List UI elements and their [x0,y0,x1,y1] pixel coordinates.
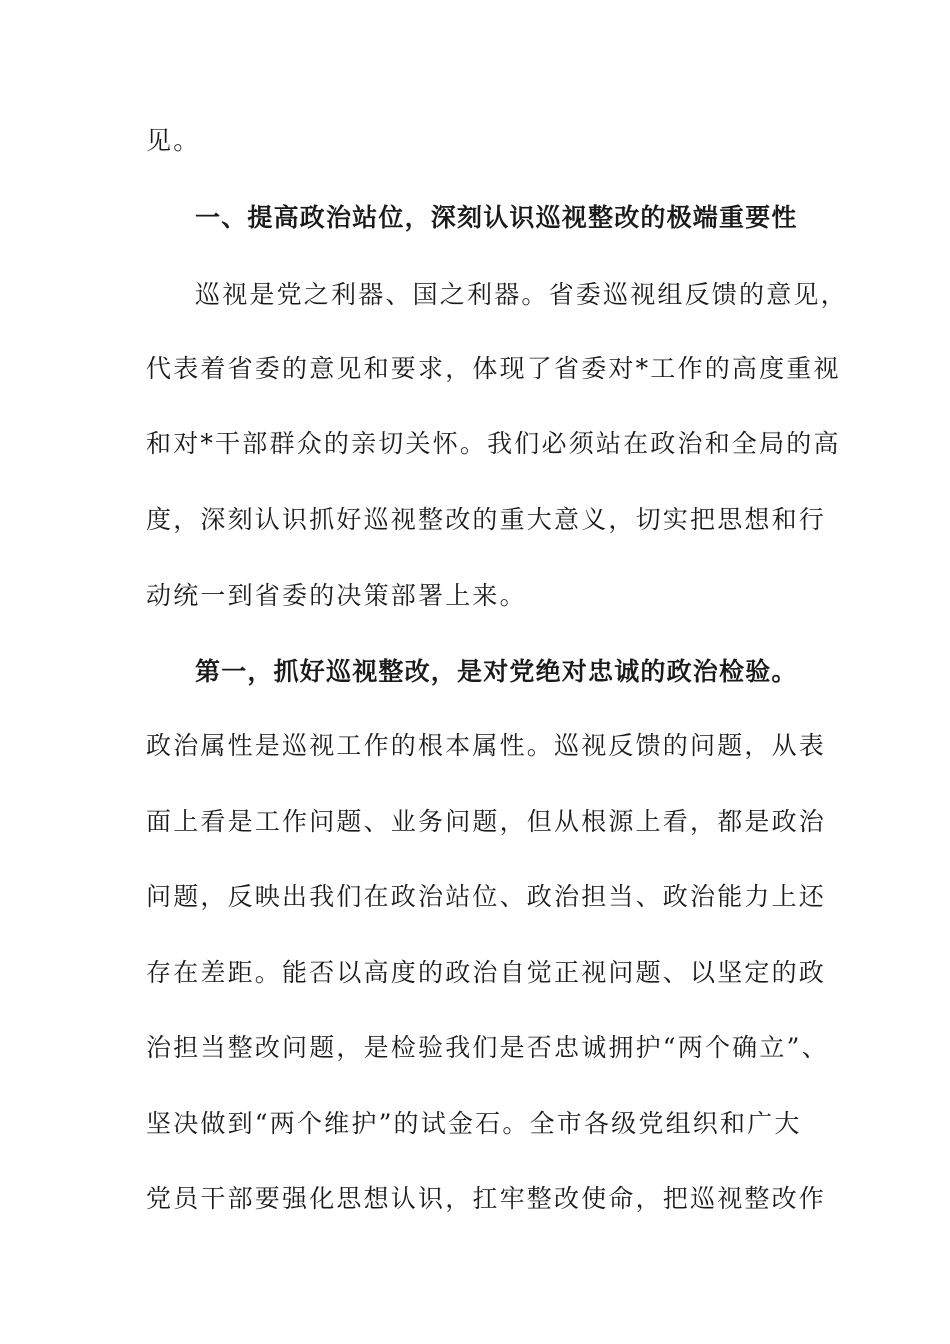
paragraph-line: 巡视是党之利器、国之利器。省委巡视组反馈的意见， [195,280,848,309]
section-heading: 一、提高政治站位，深刻认识巡视整改的极端重要性 [195,203,798,232]
paragraph-line: 政治属性是巡视工作的根本属性。巡视反馈的问题，从表 [146,731,827,760]
paragraph-line: 存在差距。能否以高度的政治自觉正视问题、以坚定的政 [146,958,827,987]
paragraph-line: 党员干部要强化思想认识，扛牢整改使命，把巡视整改作 [146,1184,827,1213]
paragraph-line: 坚决做到“两个维护”的试金石。全市各级党组织和广大 [146,1109,802,1138]
paragraph-line: 面上看是工作问题、业务问题，但从根源上看，都是政治 [146,807,827,836]
paragraph-line: 度，深刻认识抓好巡视整改的重大意义，切实把思想和行 [146,505,827,534]
text-line: 见。 [146,126,201,155]
paragraph-line: 问题，反映出我们在政治站位、政治担当、政治能力上还 [146,882,827,911]
paragraph-line: 动统一到省委的决策部署上来。 [146,581,527,610]
subsection-heading: 第一，抓好巡视整改，是对党绝对忠诚的政治检验。 [195,657,798,686]
paragraph-line: 代表着省委的意见和要求，体现了省委对*工作的高度重视 [146,354,841,383]
paragraph-line: 和对*干部群众的亲切关怀。我们必须站在政治和全局的高 [146,429,841,458]
paragraph-line: 治担当整改问题，是检验我们是否忠诚拥护“两个确立”、 [146,1033,829,1062]
